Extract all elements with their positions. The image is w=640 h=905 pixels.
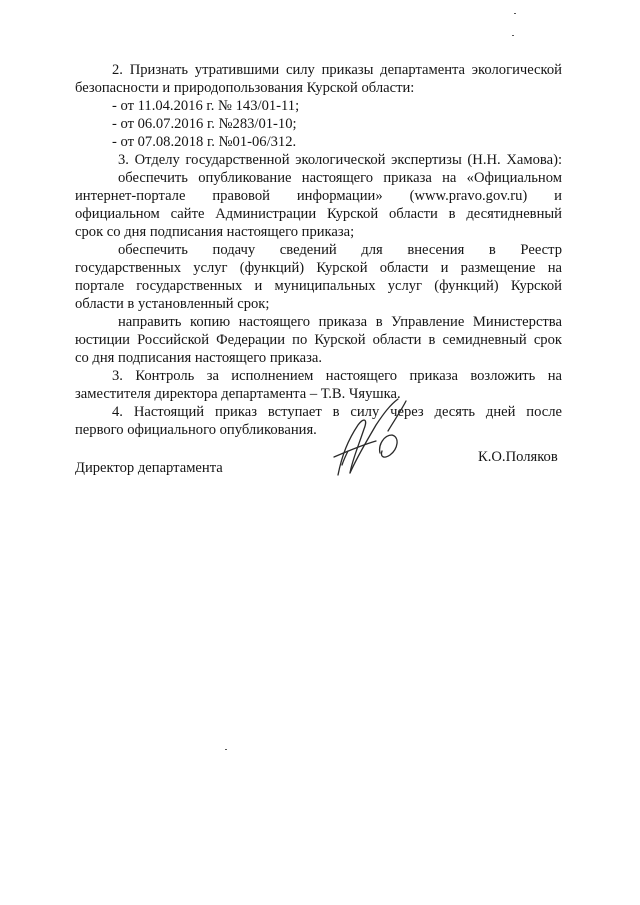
text-line: 4. Настоящий приказ вступает в силу через десять дней после [112,404,562,420]
scan-speck [225,749,227,750]
text-line: - от 07.08.2018 г. №01-06/312. [112,134,297,150]
text-line: обеспечить подачу сведений для внесения в Реестр [118,242,562,258]
text-line: области в установленный срок; [75,296,270,312]
text-line: направить копию настоящего приказа в Управление Министерства [118,314,562,330]
text-line: портале государственных и муниципальных услуг (функций) Курской [75,278,562,294]
text-line: интернет-портале правовой информации» (www.pravo.gov.ru) и [75,188,562,204]
signature-image [328,395,414,477]
text-line: 2. Признать утратившими силу приказы департамента экологической [112,62,562,78]
text-line: безопасности и природопользования Курской области: [75,80,415,96]
text-line: срок со дня подписания настоящего приказа; [75,224,355,240]
scan-speck [512,35,514,36]
text-line: обеспечить опубликование настоящего приказа на «Официальном [118,170,562,186]
position-label: Директор департамента [75,460,223,476]
text-line: первого официального опубликования. [75,422,317,438]
scan-speck [514,13,516,14]
text-line: 3. Контроль за исполнением настоящего приказа возложить на [112,368,562,384]
text-line: заместителя директора департамента – Т.В. Чяушка. [75,386,401,402]
text-line: - от 11.04.2016 г. № 143/01-11; [112,98,300,114]
text-line: официальном сайте Администрации Курской области в десятидневный [75,206,562,222]
text-line: со дня подписания настоящего приказа. [75,350,322,366]
text-line: юстиции Российской Федерации по Курской области в семидневный срок [75,332,562,348]
text-line: - от 06.07.2016 г. №283/01-10; [112,116,297,132]
text-line: 3. Отделу государственной экологической экспертизы (Н.Н. Хамова): [118,152,562,168]
text-line: государственных услуг (функций) Курской области и размещение на [75,260,562,276]
signer-name: К.О.Поляков [478,449,558,465]
